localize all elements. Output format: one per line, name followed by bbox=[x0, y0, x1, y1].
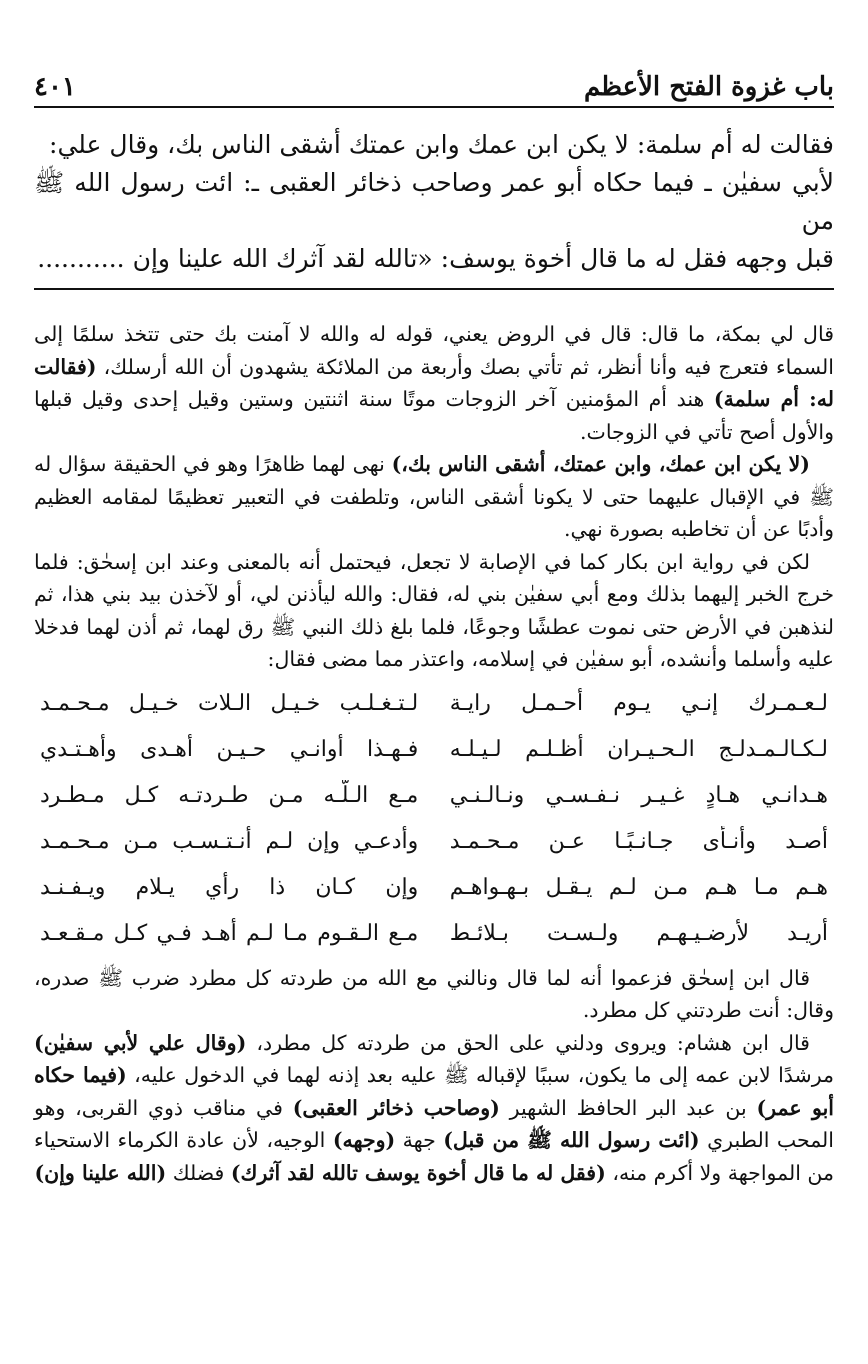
page-number: ٤٠١ bbox=[34, 72, 76, 102]
commentary-paragraph: قال ابن إسحٰق فزعموا أنه لما قال ونالني مع الله من طردته كل مطرد ضرب ﷺ صدره، وقال: أنت طردتني كل مطرد. bbox=[34, 965, 834, 1022]
main-text bbox=[34, 126, 834, 278]
verse bbox=[34, 912, 834, 958]
first-hemistich: هـم مـا هـم مـن لـم يـقـل بـهـواهـم bbox=[449, 875, 828, 901]
quoted-matn: (وجهه) bbox=[332, 1128, 396, 1152]
text-run: نهى لهما ظاهرًا وهو في الحقيقة سؤال له ﷺ في الإقبال عليهما حتى لا يكونا أشقى الناس، وتلطفت في التعبير تعظيمًا لمقامه العظيم وأدبًا عن أن تخاطبه بصورة نهي. bbox=[34, 452, 834, 541]
quoted-matn: (ائت رسول الله ﷺ من قبل) bbox=[443, 1128, 700, 1152]
quoted-matn: (الله علينا وإن) bbox=[34, 1160, 167, 1185]
text-run: مرشدًا لابن عمه إلى ما يكون، سببًا لإقباله ﷺ عليه بعد إذنه لهما في الدخول عليه، bbox=[126, 1063, 834, 1087]
text-run: قال ابن هشام: ويروى ودلني على الحق من طردته كل مطرد، bbox=[246, 1030, 810, 1055]
commentary-paragraph bbox=[34, 318, 834, 448]
first-hemistich: أريـد لأرضـيـهـم ولـسـت بـلائـط bbox=[449, 921, 828, 947]
commentary-paragraph bbox=[34, 448, 834, 546]
text-run: بن عبد البر الحافظ الشهير bbox=[499, 1095, 757, 1120]
text-run: فضلك bbox=[166, 1160, 231, 1185]
main-text-line: لأبي سفيٰن ـ فيما حكاه أبو عمر وصاحب ذخائر العقبى ـ: ائت رسول الله ﷺ من bbox=[34, 168, 834, 235]
verse bbox=[34, 774, 834, 820]
first-hemistich: أصـد وأنـأى جـانـبًـا عـن مـحـمـد bbox=[449, 829, 828, 855]
text-run: قال لي بمكة، ما قال: قال في الروض يعني، قوله له والله لا آمنت بك حتى تتخذ سلمًا إلى السماء فتعرج فيه وأنا أنظر، ثم تأتي بصك وأربعة من الملائكة يشهدون أن الله أرسلك، bbox=[34, 322, 834, 379]
poem bbox=[34, 682, 834, 958]
first-hemistich: لـكـالـمـدلـج الـحـيـران أظـلـم لـيـلـه bbox=[449, 737, 828, 763]
text-run: الوجيه، لأن عادة الكرماء الاستحياء من المواجهة ولا أكرم منه، bbox=[34, 1128, 834, 1185]
text-run: في مناقب ذوي القربى، وهو المحب الطبري bbox=[34, 1095, 834, 1152]
verse bbox=[34, 820, 834, 866]
quoted-matn: (وقال علي لأبي سفيٰن) bbox=[34, 1030, 247, 1055]
quoted-matn: (فقل له ما قال أخوة يوسف تالله لقد آثرك) bbox=[230, 1160, 606, 1185]
verse bbox=[34, 728, 834, 774]
second-hemistich: مـع الـقـوم مـا لـم أهـد فـي كـل مـقـعـد bbox=[40, 921, 419, 947]
commentary bbox=[34, 318, 834, 1189]
chapter-title: باب غزوة الفتح الأعظم bbox=[583, 72, 834, 102]
quoted-matn: (فيما حكاه أبو عمر) bbox=[34, 1063, 834, 1120]
running-header bbox=[34, 58, 834, 108]
main-text-fragment: قبل وجهه فقل له ما قال أخوة يوسف: «تالله لقد آثرك الله علينا وإن bbox=[132, 244, 834, 273]
second-hemistich: وأدعـي وإن لـم أنـتـسـب مـن مـحـمـد bbox=[40, 829, 419, 855]
verse bbox=[34, 682, 834, 728]
quoted-matn: (وصاحب ذخائر العقبى) bbox=[292, 1095, 500, 1120]
text-run: جهة bbox=[395, 1128, 444, 1152]
first-hemistich: لـعـمـرك إنـي يـوم أحـمـل رايـة bbox=[449, 691, 828, 717]
text-run: هند أم المؤمنين آخر الزوجات موتًا سنة اثنتين وستين وقيل إحدى وقيل قبلها والأول أصح تأتي في الزوجات. bbox=[34, 387, 834, 444]
ellipsis: ........... bbox=[37, 244, 125, 273]
second-hemistich: لـتـغـلـب خـيـل الـلات خـيـل مـحـمـد bbox=[40, 691, 419, 717]
main-text-line: فقالت له أم سلمة: لا يكن ابن عمك وابن عمتك أشقى الناس بك، وقال علي: bbox=[49, 130, 834, 159]
second-hemistich: مـع الـلّـه مـن طـردتـه كـل مـطـرد bbox=[40, 783, 419, 809]
commentary-paragraph: لكن في رواية ابن بكار كما في الإصابة لا تجعل، فيحتمل أنه بالمعنى وعند ابن إسحٰق: فلما خرج الخبر إليهما بذلك ومع أبي سفيٰن بني له، فقال: والله ليأذنن لي، أو لآخذن بيد بني هذا، ثم لنذهبن في الأرض حتى نموت عطشًا وجوعًا، فلما بلغ ذلك النبي ﷺ رق لهما، ثم أذن لهما فدخلا عليه وأسلما وأنشده، أبو سفيٰن في إسلامه، واعتذر مما مضى فقال: bbox=[34, 549, 834, 671]
commentary-paragraph bbox=[34, 1027, 834, 1190]
quoted-matn: (لا يكن ابن عمك، وابن عمتك، أشقى الناس بك،) bbox=[391, 452, 810, 476]
verse bbox=[34, 866, 834, 912]
section-divider bbox=[34, 288, 834, 290]
quoted-matn: (فقالت له: أم سلمة) bbox=[34, 354, 834, 411]
second-hemistich: وإن كـان ذا رأي يـلام ويـفـنـد bbox=[40, 875, 419, 901]
first-hemistich: هـدانـي هـادٍ غـيـر نـفـسـي ونـالـنـي bbox=[449, 783, 828, 809]
main-text-line bbox=[34, 240, 834, 278]
second-hemistich: فـهـذا أوانـي حـيـن أهـدى وأهـتـدي bbox=[40, 737, 419, 763]
